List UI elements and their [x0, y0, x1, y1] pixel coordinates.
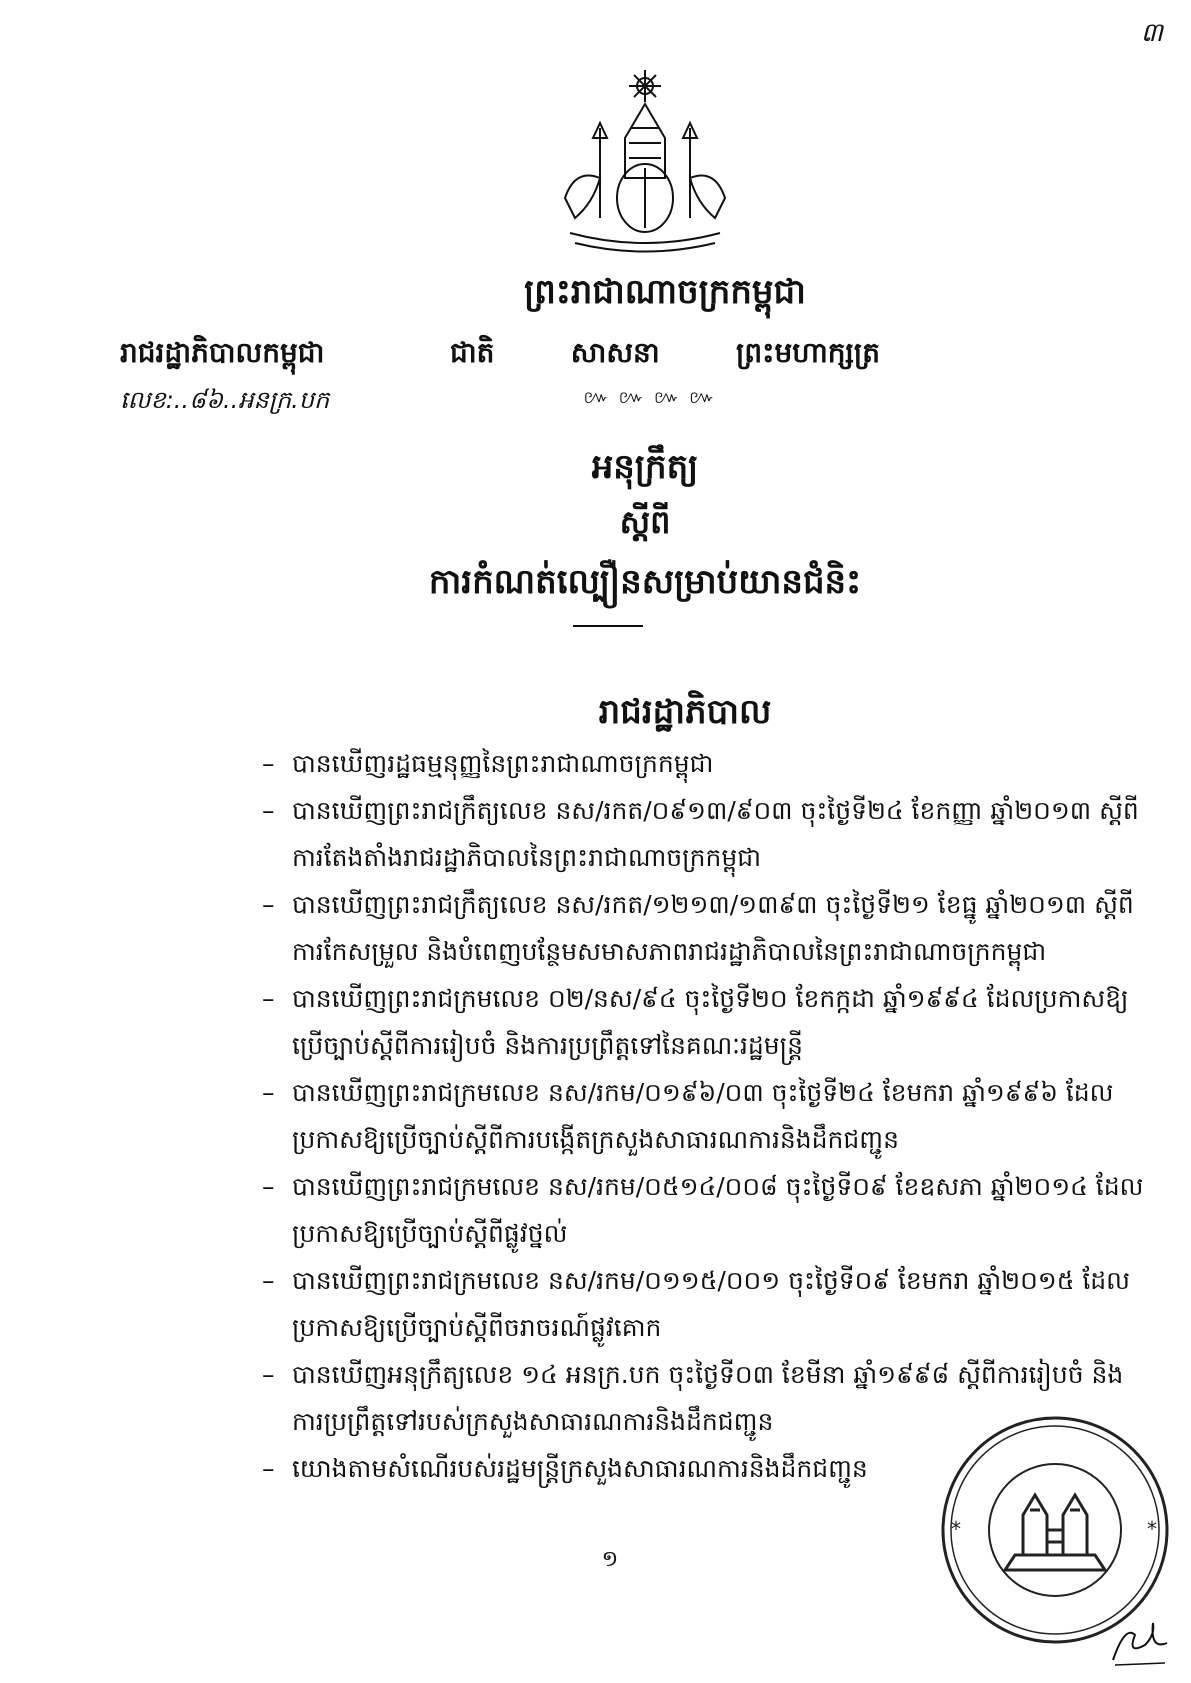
page-corner-mark: ៣ [1140, 18, 1163, 48]
section-heading: រាជរដ្ឋាភិបាល [598, 692, 772, 732]
document-subject: ការកំណត់ល្បឿនសម្រាប់យានជំនិះ [428, 562, 862, 602]
royal-coat-of-arms-icon [545, 68, 745, 258]
motto-king: ព្រះមហាក្សត្រ [736, 336, 880, 369]
preamble-clause [262, 1069, 1152, 1163]
title-divider [573, 625, 643, 627]
clause-text: បានឃើញព្រះរាជក្រមលេខ នស/រកម/០៥១៤/០០៨ ចុះថ្ងៃទី០៩ ខែឧសភា ឆ្នាំ២០១៤ ដែលប្រកាសឱ្យប្រើច្បាប់ស្តីពីផ្លូវថ្នល់ [292, 1172, 1144, 1248]
preamble-clause [262, 1257, 1152, 1351]
clause-text: បានឃើញព្រះរាជក្រឹត្យលេខ នស/រកត/០៩១៣/៩០៣ ចុះថ្ងៃទី២៤ ខែកញ្ញា ឆ្នាំ២០១៣ ស្តីពីការតែងតាំងរាជរដ្ឋាភិបាលនៃព្រះរាជាណាចក្រកម្ពុជា [292, 796, 1139, 872]
issuing-authority: រាជរដ្ឋាភិបាលកម្ពុជា [120, 336, 325, 369]
national-motto [450, 335, 880, 376]
dash-bullet: – [262, 890, 275, 919]
reference-number: លេខ:..៨៦..អនក្រ.បក [120, 386, 330, 414]
clause-text: បានឃើញព្រះរាជក្រឹត្យលេខ នស/រកត/១២១៣/១៣៩៣ ចុះថ្ងៃទី២១ ខែធ្នូ ឆ្នាំ២០១៣ ស្តីពីការកែសម្រួល និងបំពេញបន្ថែមសមាសភាពរាជរដ្ឋាភិបាលនៃព្រះរាជាណាចក្រកម្ពុជា [292, 890, 1134, 966]
preamble-clause [262, 740, 1152, 787]
dash-bullet: – [262, 1172, 275, 1201]
preamble-clause [262, 1163, 1152, 1257]
kingdom-name: ព្រះរាជាណាចក្រកម្ពុជា [524, 272, 806, 312]
clause-text: បានឃើញព្រះរាជក្រមលេខ ០២/នស/៩៤ ចុះថ្ងៃទី២០ ខែកក្កដា ឆ្នាំ១៩៩៤ ដែលប្រកាសឱ្យប្រើច្បាប់ស្តីពីការរៀបចំ និងការប្រព្រឹត្តទៅនៃគណៈរដ្ឋមន្ត្រី [292, 984, 1129, 1060]
clause-text: យោងតាមសំណើរបស់រដ្ឋមន្ត្រីក្រសួងសាធារណការនិងដឹកជញ្ជូន [292, 1454, 868, 1483]
title-about: ស្តីពី [619, 503, 671, 541]
dash-bullet: – [262, 1266, 275, 1295]
svg-text:*: * [1147, 1517, 1157, 1541]
preamble-clause-list [262, 740, 1152, 1492]
preamble-clause [262, 975, 1152, 1069]
dash-bullet: – [262, 749, 275, 778]
clause-text: បានឃើញព្រះរាជក្រមលេខ នស/រកម/០១៩៦/០៣ ចុះថ្ងៃទី២៤ ខែមករា ឆ្នាំ១៩៩៦ ដែលប្រកាសឱ្យប្រើច្បាប់ស្តីពីការបង្កើតក្រសួងសាធារណការនិងដឹកជញ្ជូន [292, 1078, 1114, 1154]
preamble-clause [262, 787, 1152, 881]
motto-religion: សាសនា [570, 336, 660, 369]
clause-text: បានឃើញអនុក្រឹត្យលេខ ១៤ អនក្រ.បក ចុះថ្ងៃទី០៣ ខែមីនា ឆ្នាំ១៩៩៨ ស្តីពីការរៀបចំ និងការប្រព្រឹត្តទៅរបស់ក្រសួងសាធារណការនិងដឹកជញ្ជូន [292, 1360, 1124, 1436]
dash-bullet: – [262, 1078, 275, 1107]
clause-text: បានឃើញរដ្ឋធម្មនុញ្ញនៃព្រះរាជាណាចក្រកម្ពុជា [292, 749, 714, 778]
dash-bullet: – [262, 984, 275, 1013]
document-type: អនុក្រឹត្យ [591, 447, 699, 487]
preamble-clause [262, 881, 1152, 975]
page-number: ១ [601, 1547, 619, 1572]
motto-nation: ជាតិ [450, 336, 495, 369]
signature-icon [1105, 1605, 1175, 1670]
svg-text:*: * [951, 1517, 961, 1541]
dash-bullet: – [262, 1454, 275, 1483]
dash-bullet: – [262, 1360, 275, 1389]
dash-bullet: – [262, 796, 275, 825]
ornament-divider: ៚ ៚ ៚ ៚ [583, 387, 717, 408]
clause-text: បានឃើញព្រះរាជក្រមលេខ នស/រកម/០១១៥/០០១ ចុះថ្ងៃទី០៩ ខែមករា ឆ្នាំ២០១៥ ដែលប្រកាសឱ្យប្រើច្បាប់ស្តីពីចរាចរណ៍ផ្លូវគោក [292, 1266, 1130, 1342]
